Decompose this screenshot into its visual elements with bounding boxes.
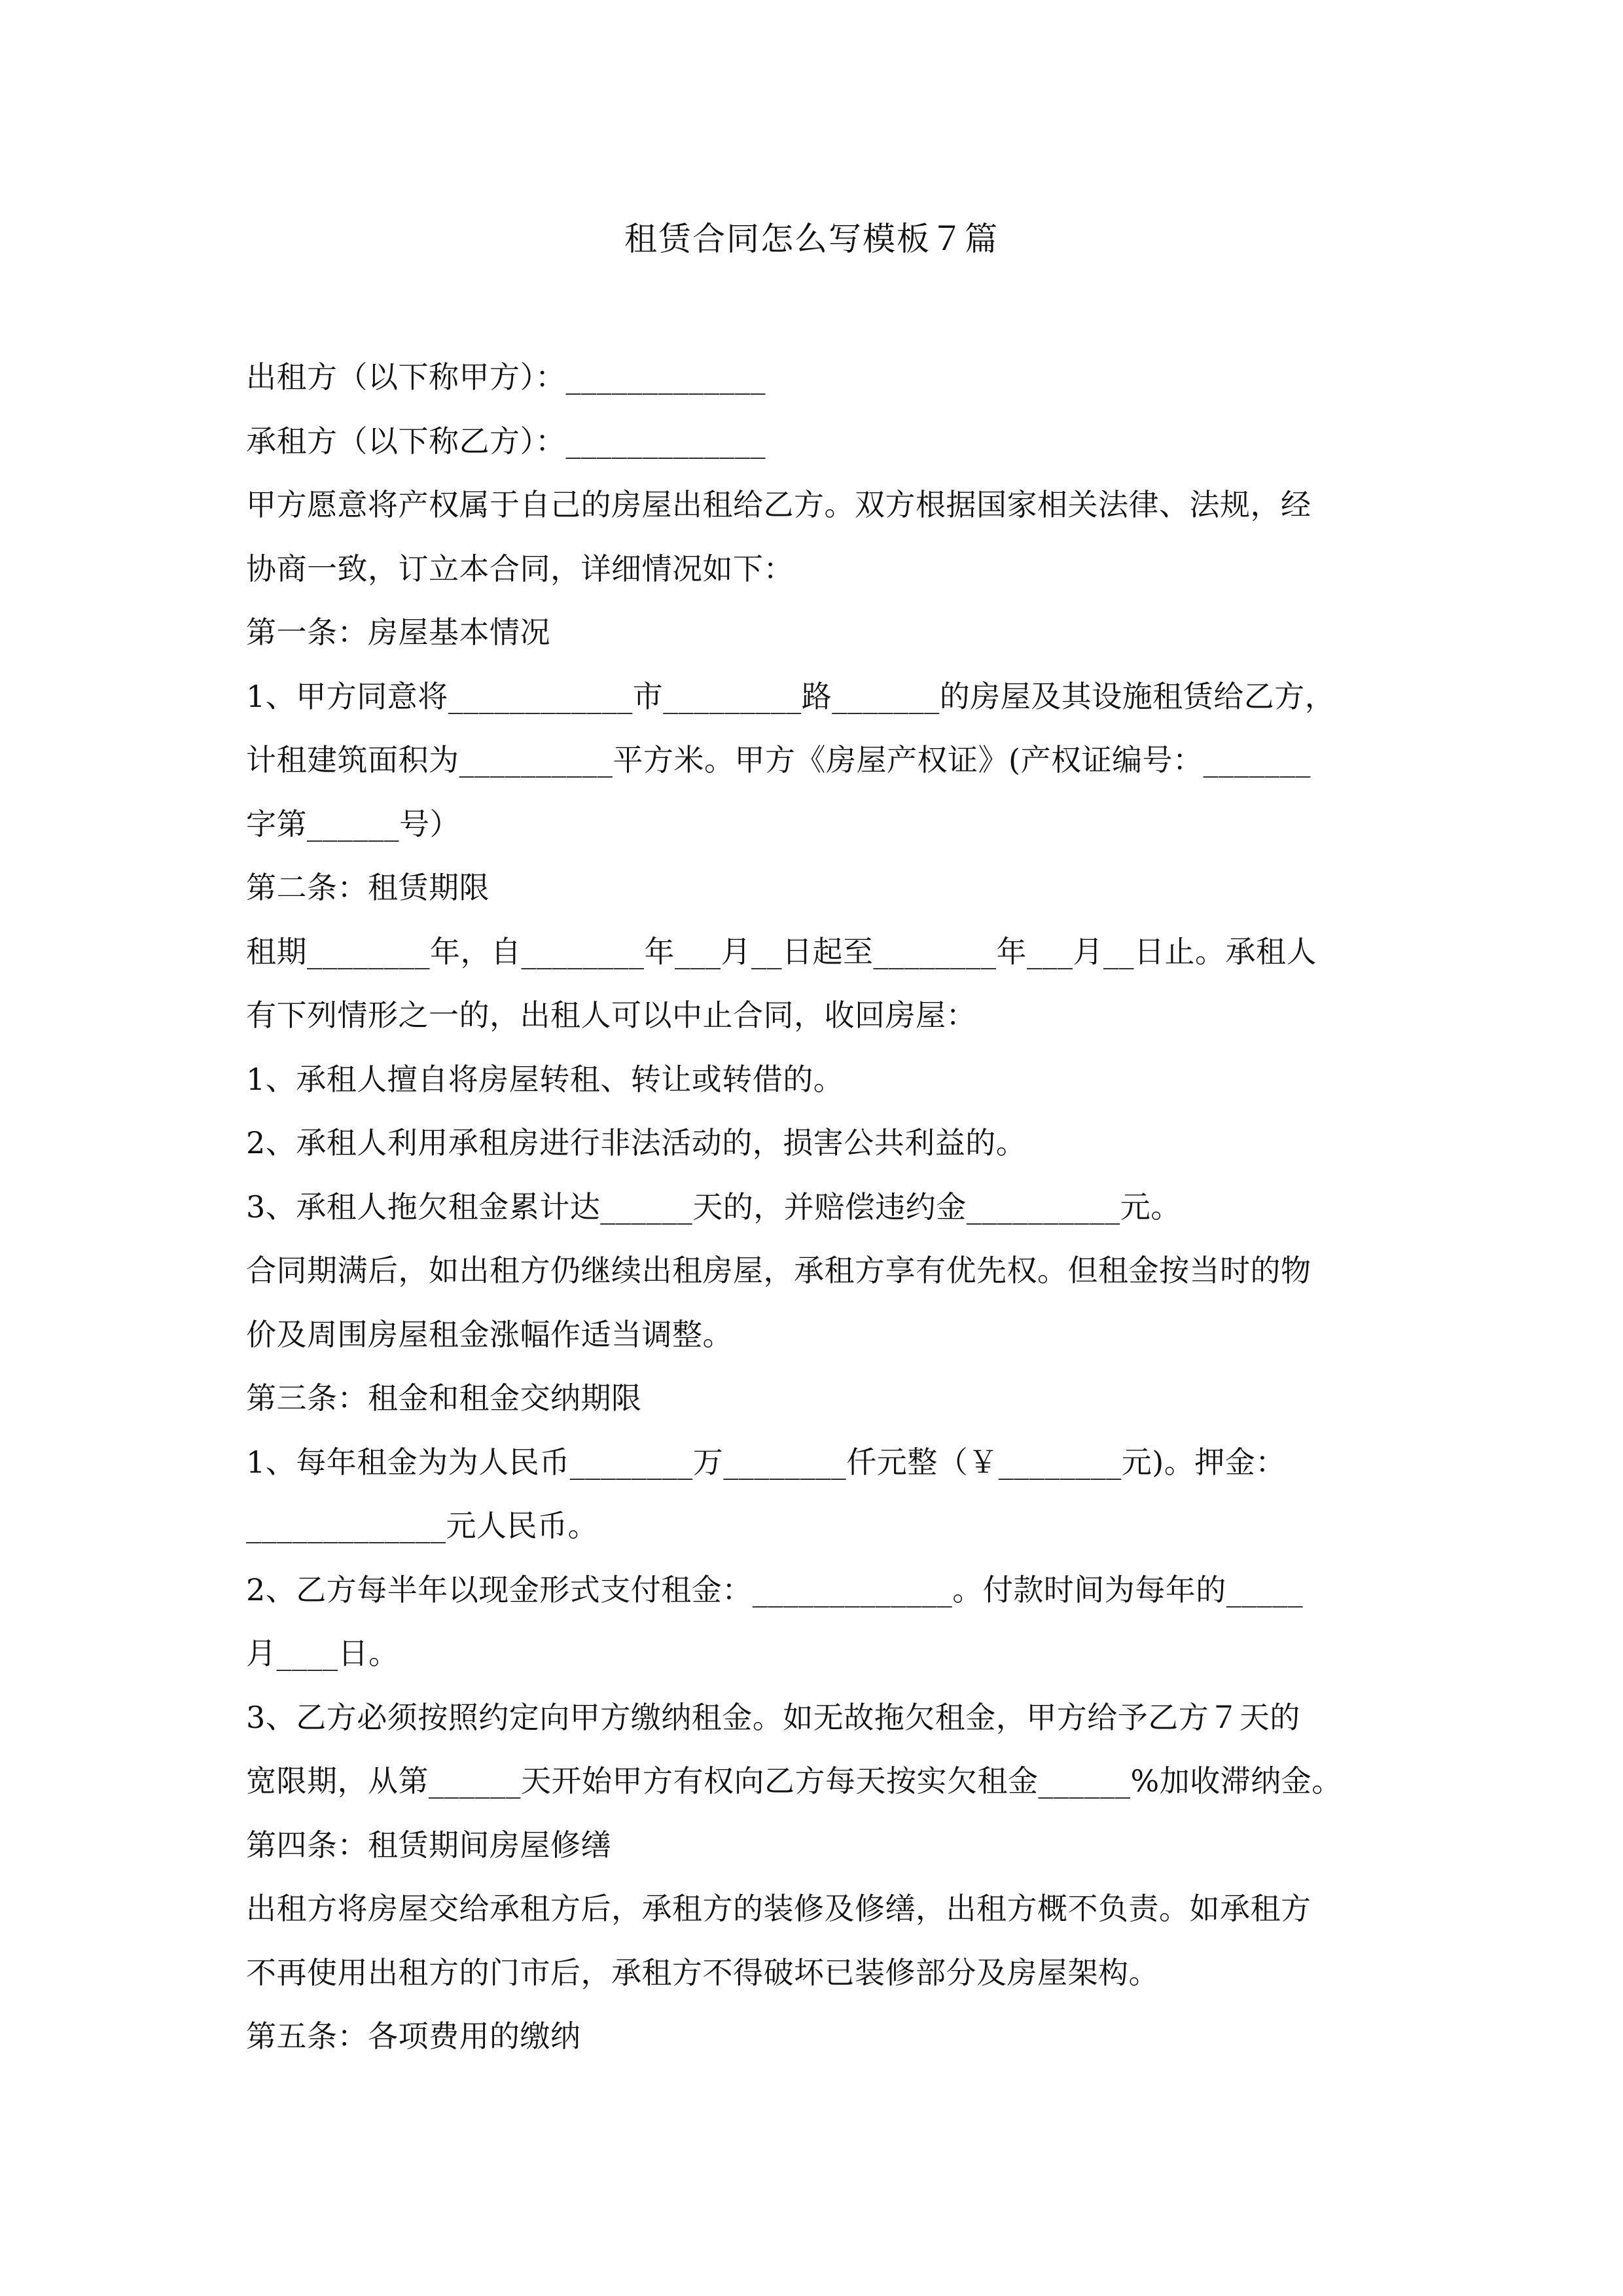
text-line: 宽限期，从第______天开始甲方有权向乙方每天按实欠租金______%加收滞纳金。 xyxy=(246,1763,1342,1799)
text-line: 2、乙方每半年以现金形式支付租金：_____________。付款时间为每年的_____ xyxy=(246,1571,1304,1607)
text-line: 1、甲方同意将____________市_________路_______的房屋及其设施租赁给乙方， xyxy=(246,678,1336,714)
section-heading: 第四条：租赁期间房屋修缮 xyxy=(246,1827,611,1863)
text-line: _____________元人民币。 xyxy=(246,1508,598,1543)
text-line: 租期________年，自________年___月__日起至________年___月__日止。承租人 xyxy=(246,933,1317,969)
document-body xyxy=(246,346,1398,2069)
text-line: 合同期满后，如出租方仍继续出租房屋，承租方享有优先权。但租金按当时的物 xyxy=(246,1253,1311,1288)
text-line: 有下列情形之一的，出租人可以中止合同，收回房屋： xyxy=(246,997,976,1033)
section-heading: 第一条：房屋基本情况 xyxy=(246,615,550,650)
text-line: 甲方愿意将产权属于自己的房屋出租给乙方。双方根据国家相关法律、法规，经 xyxy=(246,487,1311,522)
text-line: 3、承租人拖欠租金累计达______天的，并赔偿违约金__________元。 xyxy=(246,1189,1181,1225)
section-heading: 第三条：租金和租金交纳期限 xyxy=(246,1380,642,1416)
text-line: 1、承租人擅自将房屋转租、转让或转借的。 xyxy=(246,1061,844,1097)
text-line: 价及周围房屋租金涨幅作适当调整。 xyxy=(246,1316,733,1352)
section-heading: 第五条：各项费用的缴纳 xyxy=(246,2018,581,2054)
text-line: 承租方（以下称乙方）：_____________ xyxy=(246,423,766,459)
document-title: 租赁合同怎么写模板７篇 xyxy=(624,220,999,258)
text-line: 不再使用出租方的门市后，承租方不得破坏已装修部分及房屋架构。 xyxy=(246,1954,1159,1990)
text-line: 出租方（以下称甲方）：_____________ xyxy=(246,359,766,395)
text-line: 字第______号） xyxy=(246,806,460,842)
text-line: 3、乙方必须按照约定向甲方缴纳租金。如无故拖欠租金，甲方给予乙方７天的 xyxy=(246,1699,1300,1735)
text-line: 月____日。 xyxy=(246,1636,399,1671)
text-line: 1、每年租金为为人民币________万________仟元整（￥________元)。押金： xyxy=(246,1444,1286,1480)
section-heading: 第二条：租赁期限 xyxy=(246,870,490,905)
text-line: 计租建筑面积为__________平方米。甲方《房屋产权证》(产权证编号：_______ xyxy=(246,742,1311,778)
text-line: 2、承租人利用承租房进行非法活动的，损害公共利益的。 xyxy=(246,1125,1027,1160)
text-line: 出租方将房屋交给承租方后，承租方的装修及修缮，出租方概不负责。如承租方 xyxy=(246,1891,1311,1926)
text-line: 协商一致，订立本合同，详细情况如下： xyxy=(246,550,794,586)
